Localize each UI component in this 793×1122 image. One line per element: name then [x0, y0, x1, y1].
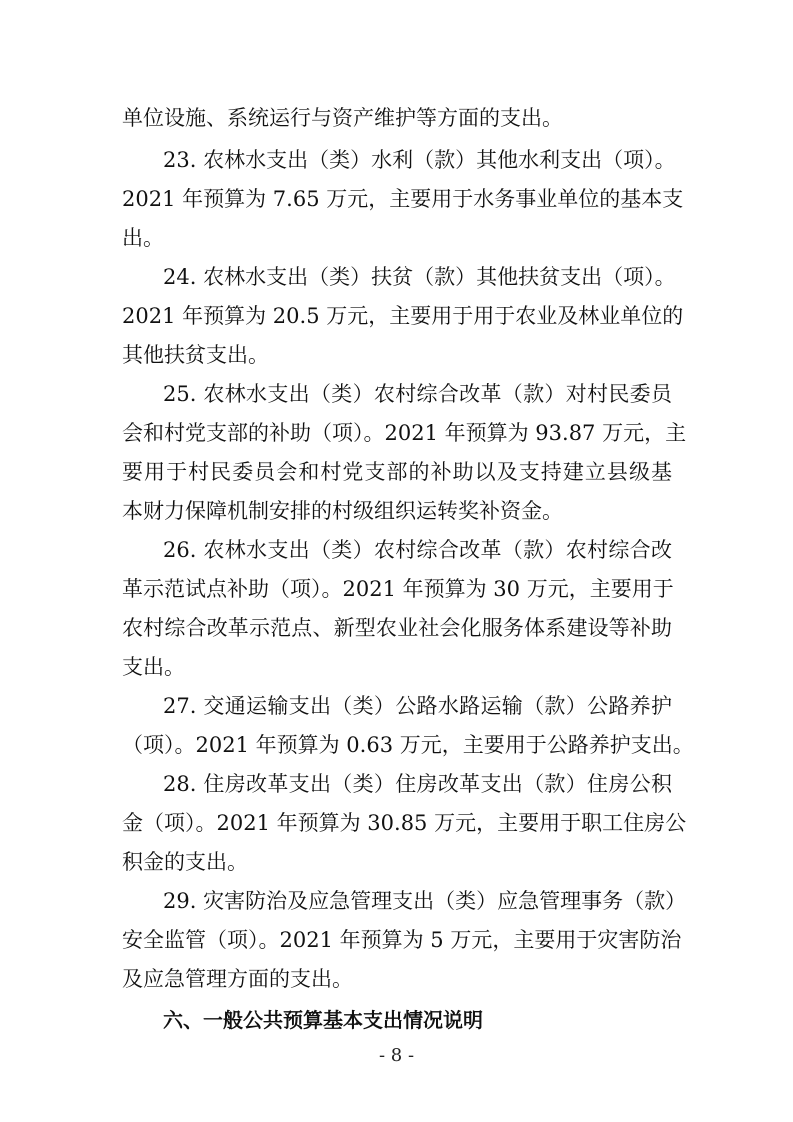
text-line: 27. 交通运输支出（类）公路水路运输（款）公路养护: [163, 694, 672, 718]
text-line: 26. 农林水支出（类）农村综合改革（款）农村综合改: [163, 538, 672, 562]
text-line: 单位设施、系统运行与资产维护等方面的支出。: [122, 106, 563, 130]
text-line: 2021 年预算为 20.5 万元，主要用于用于农业及林业单位的: [122, 304, 684, 328]
text-line: 28. 住房改革支出（类）住房改革支出（款）住房公积: [163, 772, 672, 796]
text-line: 本财力保障机制安排的村级组织运转奖补资金。: [122, 499, 563, 523]
text-line: 革示范试点补助（项）。2021 年预算为 30 万元，主要用于: [122, 577, 674, 601]
text-line: 会和村党支部的补助（项）。2021 年预算为 93.87 万元，主: [122, 421, 687, 445]
text-line: 安全监管（项）。2021 年预算为 5 万元，主要用于灾害防治: [122, 928, 682, 952]
text-line: 支出。: [122, 655, 185, 679]
text-line: 出。: [122, 226, 164, 250]
section-heading: 六、一般公共预算基本支出情况说明: [163, 1008, 483, 1032]
text-line: 其他扶贫支出。: [122, 343, 269, 367]
text-line: 要用于村民委员会和村党支部的补助以及支持建立县级基: [122, 460, 672, 484]
text-line: 农村综合改革示范点、新型农业社会化服务体系建设等补助: [122, 616, 672, 640]
text-line: 25. 农林水支出（类）农村综合改革（款）对村民委员: [163, 382, 672, 406]
text-line: 2021 年预算为 7.65 万元，主要用于水务事业单位的基本支: [122, 187, 684, 211]
text-line: 29. 灾害防治及应急管理支出（类）应急管理事务（款）: [163, 889, 687, 913]
page-number: - 8 -: [378, 1045, 415, 1066]
text-line: 金（项）。2021 年预算为 30.85 万元，主要用于职工住房公: [122, 811, 687, 835]
text-line: 23. 农林水支出（类）水利（款）其他水利支出（项）。: [163, 148, 676, 172]
text-line: 及应急管理方面的支出。: [122, 967, 353, 991]
text-line: 积金的支出。: [122, 850, 248, 874]
text-line: 24. 农林水支出（类）扶贫（款）其他扶贫支出（项）。: [163, 265, 676, 289]
text-line: （项）。2021 年预算为 0.63 万元，主要用于公路养护支出。: [122, 733, 694, 757]
